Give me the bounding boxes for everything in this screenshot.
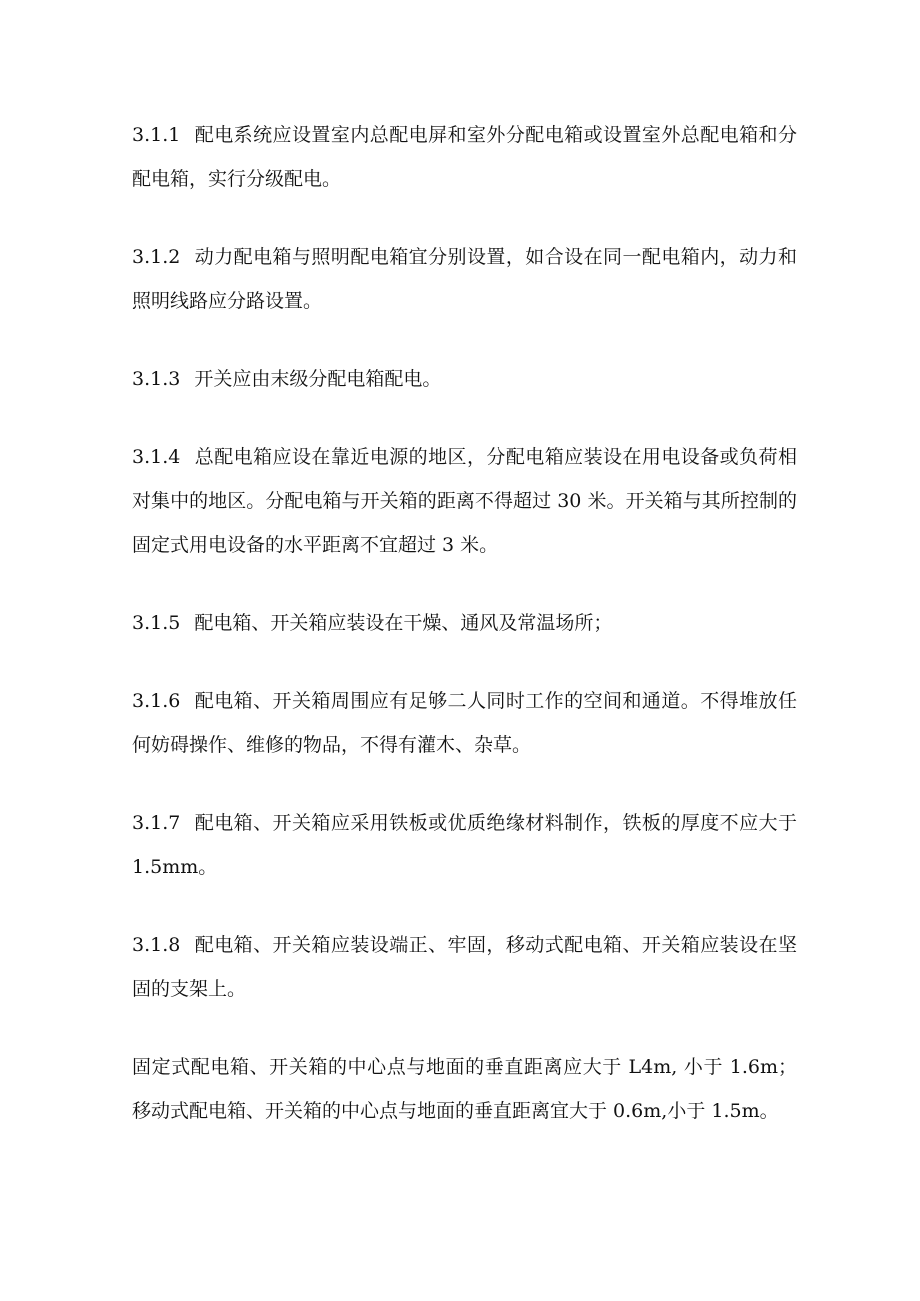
section-3-1-3 xyxy=(132,357,797,401)
section-3-1-7 xyxy=(132,801,797,889)
section-3-1-5 xyxy=(132,601,797,645)
section-number: 3.1.8 xyxy=(132,934,181,956)
section-text: 配电箱、开关箱应装设在干燥、通风及常温场所； xyxy=(194,612,613,634)
section-number: 3.1.6 xyxy=(132,690,181,712)
section-3-1-1 xyxy=(132,113,797,201)
section-text: 配电箱、开关箱周围应有足够二人同时工作的空间和通道。不得堆放任何妨碍操作、维修的物品，不得有灌木、杂草。 xyxy=(132,690,797,756)
section-text: 动力配电箱与照明配电箱宜分别设置，如合设在同一配电箱内，动力和照明线路应分路设置。 xyxy=(132,246,797,312)
section-3-1-8 xyxy=(132,923,797,1011)
section-number: 3.1.3 xyxy=(132,368,181,390)
section-text: 配电箱、开关箱应采用铁板或优质绝缘材料制作，铁板的厚度不应大于 1.5mm。 xyxy=(132,812,797,878)
section-3-1-2 xyxy=(132,235,797,323)
section-number: 3.1.7 xyxy=(132,812,181,834)
document-body xyxy=(132,113,797,1167)
final-paragraph: 固定式配电箱、开关箱的中心点与地面的垂直距离应大于 L4m, 小于 1.6m；移动式配电箱、开关箱的中心点与地面的垂直距离宜大于 0.6m,小于 1.5m。 xyxy=(132,1056,797,1122)
section-text: 总配电箱应设在靠近电源的地区，分配电箱应装设在用电设备或负荷相对集中的地区。分配电箱与开关箱的距离不得超过 30 米。开关箱与其所控制的固定式用电设备的水平距离不宜超过 3 米。 xyxy=(132,446,797,556)
section-3-1-4 xyxy=(132,435,797,567)
section-number: 3.1.4 xyxy=(132,446,181,468)
section-number: 3.1.5 xyxy=(132,612,181,634)
section-3-1-6 xyxy=(132,679,797,767)
section-number: 3.1.1 xyxy=(132,124,181,146)
section-number: 3.1.2 xyxy=(132,246,181,268)
section-text: 配电系统应设置室内总配电屏和室外分配电箱或设置室外总配电箱和分配电箱，实行分级配电。 xyxy=(132,124,797,190)
section-text: 开关应由末级分配电箱配电。 xyxy=(194,368,442,390)
section-text: 配电箱、开关箱应装设端正、牢固，移动式配电箱、开关箱应装设在坚固的支架上。 xyxy=(132,934,797,1000)
